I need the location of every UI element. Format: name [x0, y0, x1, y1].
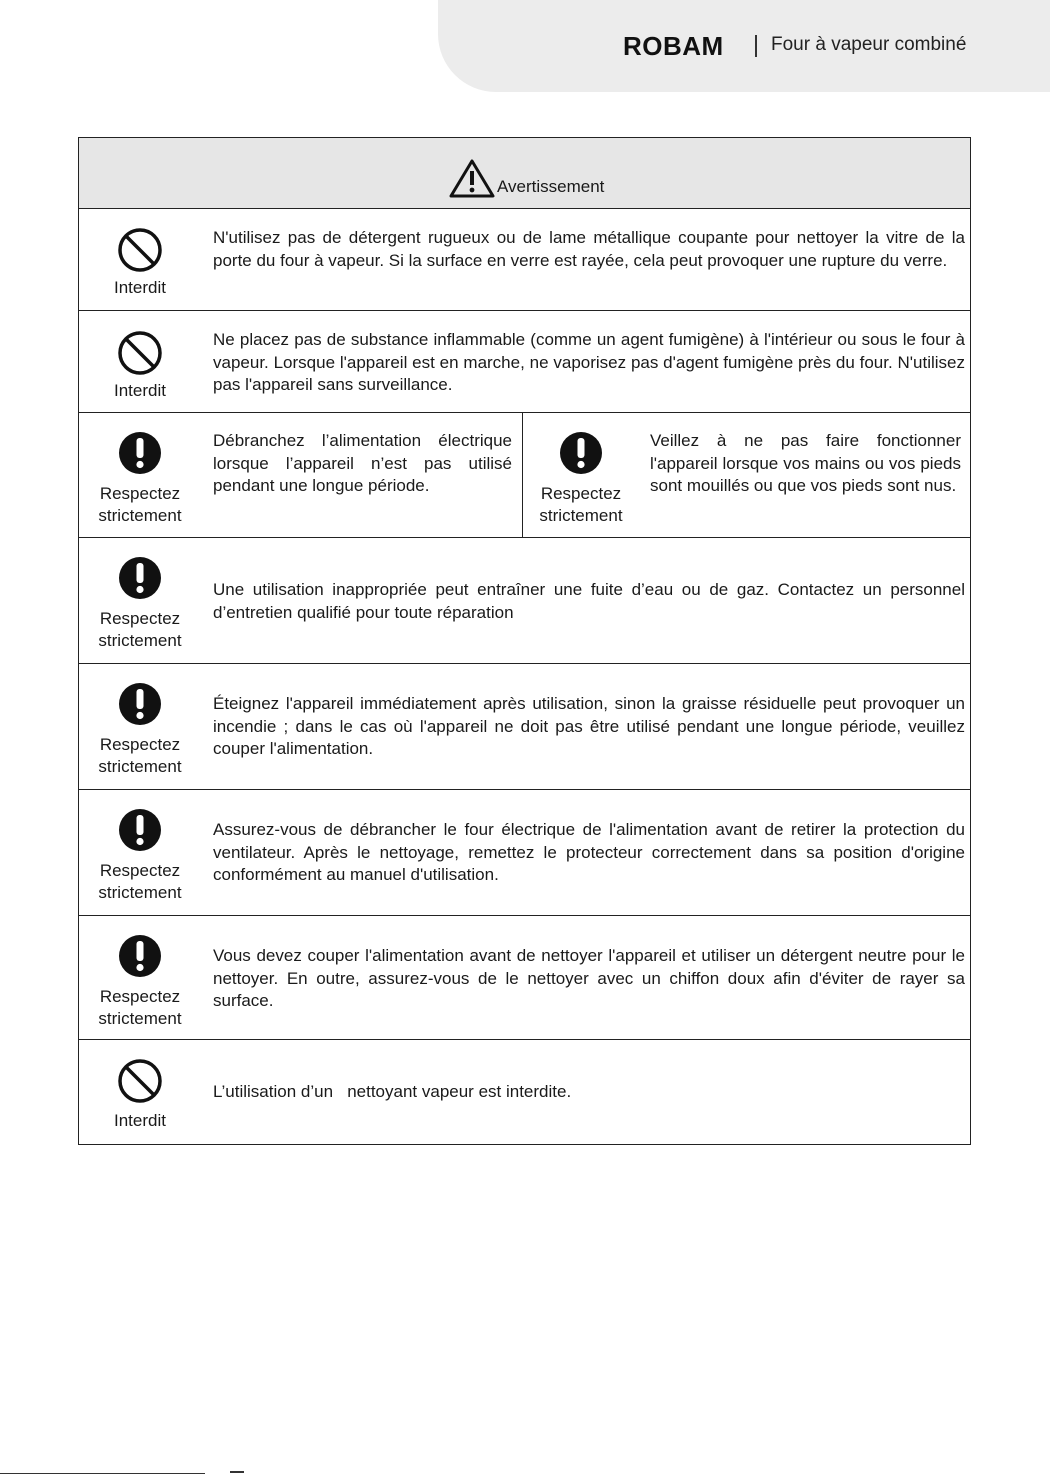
row-icon-cell — [79, 790, 201, 915]
page-subtitle: Four à vapeur combiné — [771, 34, 967, 55]
mandatory-icon — [117, 430, 163, 476]
warning-title-group — [449, 158, 604, 198]
row-icon-cell — [79, 209, 201, 310]
row-label-line1: Respectez — [540, 484, 622, 503]
row-label-line2: strictement — [539, 506, 623, 525]
row-icon-cell — [79, 311, 201, 412]
row-icon-cell — [79, 916, 201, 1039]
row-label — [79, 483, 201, 527]
row-label-line1: Respectez — [99, 609, 181, 628]
mandatory-icon — [558, 430, 604, 476]
row-icon-cell — [79, 413, 201, 537]
row-icon-cell — [520, 413, 642, 537]
warning-row — [79, 538, 970, 664]
footer-mark — [230, 1471, 244, 1473]
warning-table — [78, 137, 971, 1145]
warning-row — [79, 790, 970, 916]
row-text: Débranchez l’alimentation électrique lorsque l’appareil n’est pas utilisé pendant une longue période. — [213, 431, 512, 495]
row-label: Interdit — [114, 278, 166, 297]
row-text: Assurez-vous de débrancher le four électrique de l'alimentation avant de retirer la protection du ventilateur. Après le nettoyage, remettez le protecteur correctement dans sa position d'origine conformément au manuel d'utilisation. — [213, 820, 965, 884]
row-text: Éteignez l'appareil immédiatement après utilisation, sinon la graisse résiduelle peut provoquer un incendie ; dans le cas où l'appareil ne doit pas être utilisé pendant une longue période, veuillez couper l'alimentation. — [213, 694, 965, 758]
row-label-line2: strictement — [98, 506, 182, 525]
row-label — [79, 986, 201, 1030]
warning-row — [79, 311, 970, 413]
row-label — [79, 860, 201, 904]
warning-table-header — [79, 138, 970, 209]
row-label-line1: Respectez — [99, 861, 181, 880]
row-text: L’utilisation d’un nettoyant vapeur est interdite. — [213, 1082, 572, 1101]
row-label-line1: Respectez — [99, 987, 181, 1006]
mandatory-icon — [117, 807, 163, 853]
row-label-line1: Respectez — [99, 735, 181, 754]
row-text: Veillez à ne pas faire fonctionner l'appareil lorsque vos mains ou vos pieds sont mouillés ou que vos pieds sont nus. — [650, 431, 961, 495]
row-label: Interdit — [114, 381, 166, 400]
row-text: N'utilisez pas de détergent rugueux ou de lame métallique coupante pour nettoyer la vitre de la porte du four à vapeur. Si la surface en verre est rayée, cela peut provoquer une rupture du verre. — [213, 228, 965, 270]
row-label — [79, 734, 201, 778]
row-text: Vous devez couper l'alimentation avant de nettoyer l'appareil et utiliser un détergent neutre pour le nettoyer. En outre, assurez-vous de le nettoyer avec un chiffon doux afin d'éviter de rayer sa surface. — [213, 946, 965, 1010]
row-label-line1: Respectez — [99, 484, 181, 503]
row-label-line2: strictement — [98, 631, 182, 650]
mandatory-icon — [117, 555, 163, 601]
prohibition-icon — [115, 1056, 165, 1106]
warning-triangle-icon — [449, 158, 495, 198]
row-label — [520, 483, 642, 527]
brand-separator — [755, 35, 757, 57]
row-label-line2: strictement — [98, 1009, 182, 1028]
row-label-line2: strictement — [98, 883, 182, 902]
warning-title: Avertissement — [497, 177, 605, 196]
row-label-line2: strictement — [98, 757, 182, 776]
mandatory-icon — [117, 933, 163, 979]
row-label — [79, 608, 201, 652]
row-label: Interdit — [114, 1111, 166, 1130]
warning-row — [79, 1040, 970, 1144]
warning-row-split — [79, 413, 970, 538]
row-icon-cell — [79, 664, 201, 789]
warning-row — [79, 916, 970, 1040]
footer-rule — [0, 1473, 205, 1474]
row-text: Une utilisation inappropriée peut entraîner une fuite d’eau ou de gaz. Contactez un personnel d’entretien qualifié pour toute réparation — [213, 580, 965, 622]
row-icon-cell — [79, 1040, 201, 1144]
prohibition-icon — [115, 328, 165, 378]
prohibition-icon — [115, 225, 165, 275]
brand-logo: ROBAM — [623, 31, 724, 61]
mandatory-icon — [117, 681, 163, 727]
row-icon-cell — [79, 538, 201, 663]
row-text: Ne placez pas de substance inflammable (comme un agent fumigène) à l'intérieur ou sous le four à vapeur. Lorsque l'appareil est en marche, ne vaporisez pas d'agent fumigène près du four. N'utilisez pas l'appareil sans surveillance. — [213, 330, 965, 394]
warning-row — [79, 664, 970, 790]
warning-row — [79, 209, 970, 311]
